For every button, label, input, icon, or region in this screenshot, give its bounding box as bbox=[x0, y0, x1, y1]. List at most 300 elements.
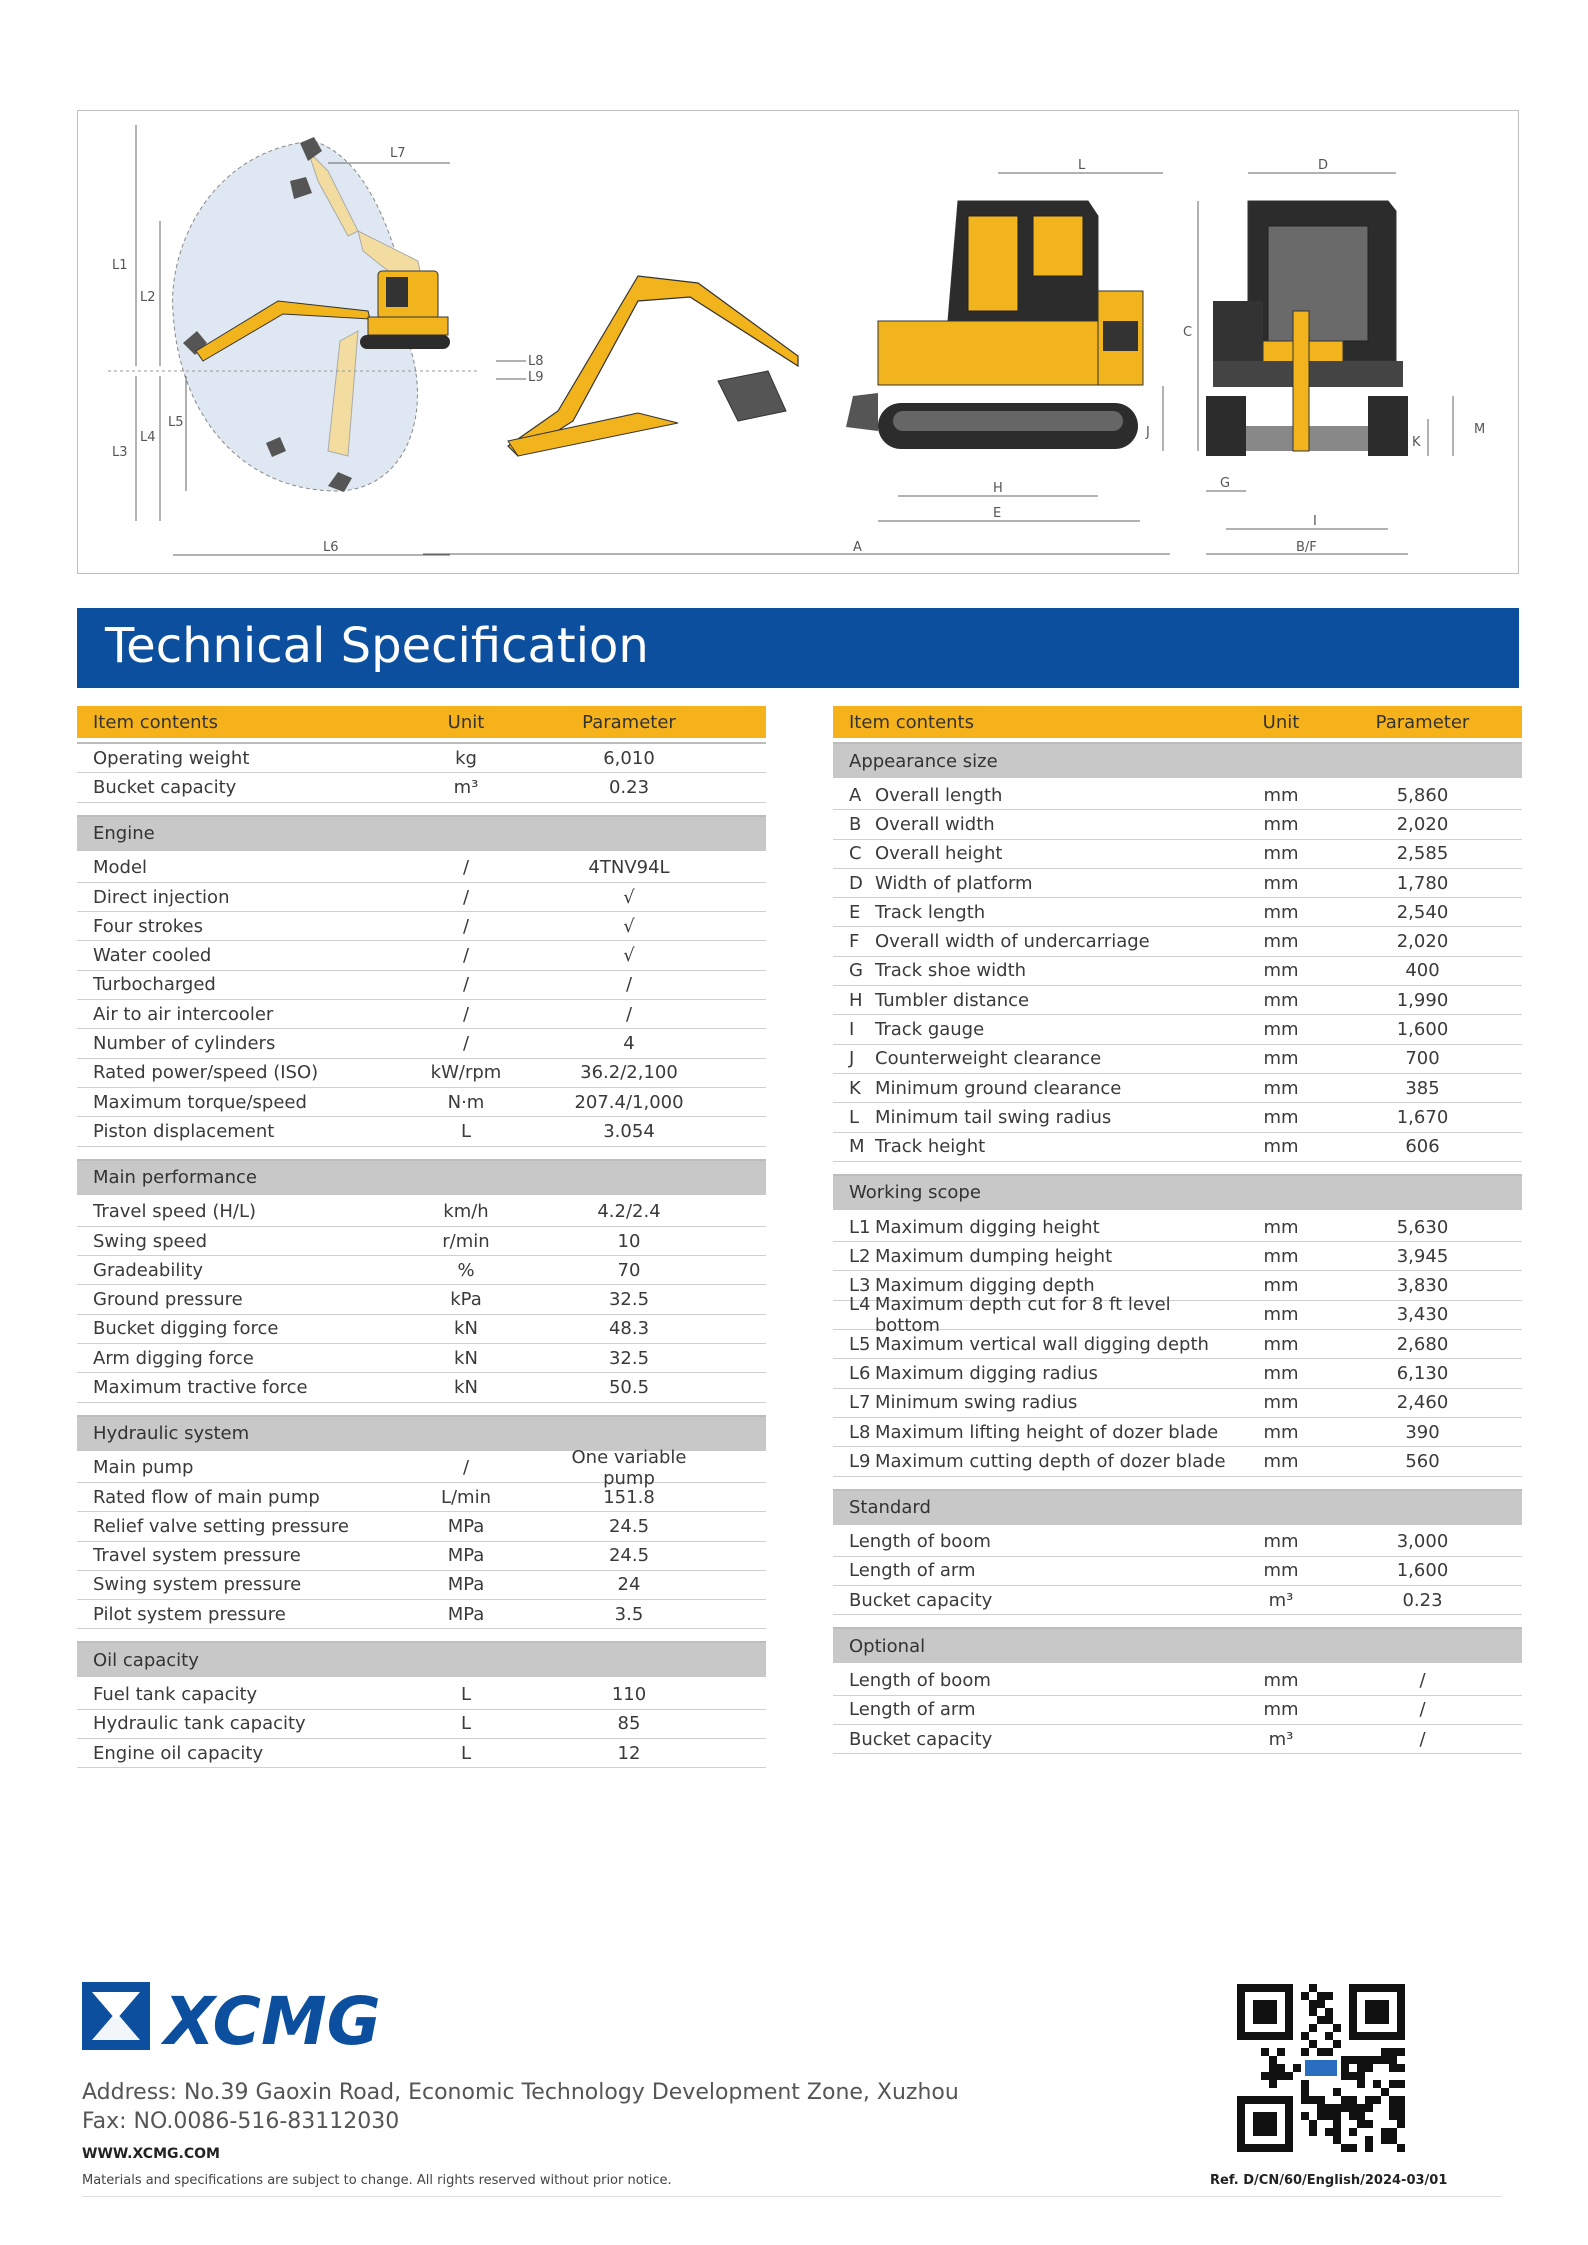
front-side-panel bbox=[1213, 301, 1263, 361]
table-row bbox=[833, 927, 1522, 956]
row-parameter: 4.2/2.4 bbox=[597, 1201, 661, 1223]
table-row bbox=[77, 912, 766, 941]
row-unit: / bbox=[462, 974, 470, 996]
spec-group bbox=[833, 742, 1522, 1162]
section-banner bbox=[77, 608, 1519, 688]
row-unit: km/h bbox=[443, 1201, 489, 1223]
table-row bbox=[833, 1389, 1522, 1418]
row-item-cell bbox=[833, 1422, 1239, 1443]
row-item: Swing system pressure bbox=[93, 1574, 302, 1596]
spec-group bbox=[77, 1641, 766, 1768]
table-row bbox=[77, 1256, 766, 1285]
row-item-cell bbox=[833, 1451, 1239, 1472]
table-row bbox=[833, 1666, 1522, 1695]
qr-module bbox=[1317, 2016, 1325, 2024]
label-bf: B/F bbox=[1296, 540, 1317, 555]
row-item: Fuel tank capacity bbox=[93, 1684, 258, 1706]
row-item-cell bbox=[833, 1531, 1239, 1552]
row-unit: mm bbox=[1263, 1245, 1299, 1267]
row-item: Length of arm bbox=[849, 1699, 976, 1721]
row-item-cell bbox=[833, 1699, 1239, 1720]
qr-module bbox=[1333, 2104, 1341, 2112]
group-title: Working scope bbox=[833, 1176, 1522, 1213]
row-parameter: 3,830 bbox=[1396, 1275, 1449, 1297]
row-item-cell bbox=[833, 1334, 1239, 1355]
general-rows bbox=[77, 742, 766, 803]
row-unit: / bbox=[462, 945, 470, 967]
qr-module bbox=[1261, 2048, 1269, 2056]
spec-group bbox=[77, 1415, 766, 1630]
label-l6: L6 bbox=[323, 540, 339, 555]
qr-module bbox=[1325, 2128, 1333, 2136]
row-parameter: 2,585 bbox=[1396, 843, 1449, 865]
row-item: Track gauge bbox=[875, 1019, 985, 1041]
right-spec-table bbox=[833, 706, 1522, 1754]
machine-window bbox=[386, 277, 408, 307]
row-item: Maximum cutting depth of dozer blade bbox=[875, 1450, 1226, 1472]
row-unit: mm bbox=[1263, 1362, 1299, 1384]
row-unit: kN bbox=[454, 1376, 478, 1398]
qr-module bbox=[1317, 2112, 1325, 2120]
table-row bbox=[833, 1103, 1522, 1132]
row-unit: m³ bbox=[453, 776, 479, 798]
side-track-inner bbox=[893, 411, 1123, 431]
row-item-cell bbox=[833, 1729, 1239, 1750]
row-parameter: 3,945 bbox=[1396, 1245, 1449, 1267]
row-parameter: √ bbox=[623, 945, 635, 967]
header-parameter: Parameter bbox=[582, 711, 676, 733]
table-row bbox=[77, 1088, 766, 1117]
row-item-cell bbox=[833, 843, 1239, 864]
row-code: L6 bbox=[849, 1362, 871, 1384]
row-item-cell bbox=[833, 785, 1239, 806]
qr-module bbox=[1317, 2000, 1325, 2008]
row-item: Maximum digging depth bbox=[875, 1275, 1095, 1297]
row-parameter: 24.5 bbox=[608, 1515, 650, 1537]
label-l8: L8 bbox=[528, 354, 544, 369]
row-item: Maximum digging height bbox=[875, 1216, 1100, 1238]
row-parameter: √ bbox=[623, 915, 635, 937]
qr-module bbox=[1357, 2072, 1365, 2080]
side-boom bbox=[508, 276, 798, 456]
group-title: Oil capacity bbox=[77, 1643, 766, 1680]
table-row bbox=[77, 1512, 766, 1541]
row-unit: / bbox=[462, 1033, 470, 1055]
row-item: Length of boom bbox=[849, 1670, 991, 1692]
table-row bbox=[833, 1133, 1522, 1162]
table-row bbox=[833, 1213, 1522, 1242]
row-item: Maximum vertical wall digging depth bbox=[875, 1333, 1209, 1355]
qr-module bbox=[1301, 2080, 1309, 2088]
row-item: Rated flow of main pump bbox=[93, 1486, 320, 1508]
table-row bbox=[833, 898, 1522, 927]
qr-module bbox=[1349, 2056, 1357, 2064]
label-l1: L1 bbox=[112, 258, 128, 273]
row-code: L5 bbox=[849, 1333, 871, 1355]
row-parameter: 5,860 bbox=[1396, 784, 1449, 806]
row-unit: mm bbox=[1263, 901, 1299, 923]
label-e: E bbox=[993, 506, 1002, 521]
qr-module bbox=[1309, 2008, 1317, 2016]
qr-logo bbox=[1305, 2060, 1337, 2076]
machine-track bbox=[360, 335, 450, 349]
table-row bbox=[833, 957, 1522, 986]
side-grille bbox=[1103, 321, 1138, 351]
row-unit: MPa bbox=[447, 1603, 485, 1625]
disclaimer: Materials and specifications are subject to change. All rights reserved without prior notice. bbox=[82, 2173, 672, 2188]
spec-group bbox=[833, 1489, 1522, 1616]
row-unit: mm bbox=[1263, 1019, 1299, 1041]
row-code: J bbox=[849, 1048, 855, 1070]
row-item: Track length bbox=[875, 901, 986, 923]
row-item: Length of boom bbox=[849, 1531, 991, 1553]
right-groups bbox=[833, 742, 1522, 1754]
row-item-cell bbox=[833, 902, 1239, 923]
qr-module bbox=[1325, 2008, 1333, 2016]
table-row bbox=[833, 1074, 1522, 1103]
label-k: K bbox=[1412, 435, 1421, 450]
qr-module bbox=[1269, 2080, 1277, 2088]
qr-module bbox=[1277, 2064, 1285, 2072]
qr-module bbox=[1397, 2104, 1405, 2112]
row-item: Overall width bbox=[875, 813, 995, 835]
table-row bbox=[833, 1418, 1522, 1447]
row-parameter: 85 bbox=[617, 1713, 641, 1735]
row-parameter: 2,020 bbox=[1396, 813, 1449, 835]
working-range-drawing bbox=[108, 125, 544, 555]
row-unit: kg bbox=[455, 747, 477, 769]
qr-module bbox=[1373, 2056, 1381, 2064]
row-unit: L bbox=[460, 1713, 472, 1735]
table-row bbox=[77, 1542, 766, 1571]
header-item: Item contents bbox=[849, 711, 974, 733]
row-unit: mm bbox=[1263, 1077, 1299, 1099]
row-item: Track shoe width bbox=[875, 960, 1027, 982]
row-code: L9 bbox=[849, 1450, 871, 1472]
table-row bbox=[833, 1696, 1522, 1725]
row-item: Swing speed bbox=[93, 1230, 208, 1252]
row-item: Air to air intercooler bbox=[93, 1003, 274, 1025]
group-title: Engine bbox=[77, 817, 766, 854]
label-d: D bbox=[1318, 158, 1329, 173]
row-parameter: / bbox=[1419, 1728, 1426, 1750]
qr-module bbox=[1365, 2136, 1373, 2144]
label-c: C bbox=[1183, 325, 1193, 340]
qr-module bbox=[1389, 2128, 1397, 2136]
group-title: Optional bbox=[833, 1629, 1522, 1666]
machine-body bbox=[368, 317, 448, 335]
qr-module bbox=[1397, 2144, 1405, 2152]
row-item: Bucket digging force bbox=[93, 1318, 279, 1340]
qr-module bbox=[1317, 2048, 1325, 2056]
row-item: Rated power/speed (ISO) bbox=[93, 1062, 319, 1084]
table-row bbox=[833, 781, 1522, 810]
qr-module bbox=[1333, 2128, 1341, 2136]
row-parameter: 6,010 bbox=[603, 747, 655, 769]
row-parameter: 2,680 bbox=[1396, 1333, 1449, 1355]
row-parameter: / bbox=[1419, 1670, 1426, 1692]
row-code: M bbox=[849, 1136, 865, 1158]
qr-module bbox=[1389, 2080, 1397, 2088]
row-unit: mm bbox=[1263, 813, 1299, 835]
row-item: Arm digging force bbox=[93, 1347, 254, 1369]
table-row bbox=[77, 1059, 766, 1088]
row-unit: mm bbox=[1263, 1048, 1299, 1070]
row-parameter: 32.5 bbox=[608, 1347, 650, 1369]
qr-module bbox=[1357, 2080, 1365, 2088]
row-parameter: 36.2/2,100 bbox=[580, 1062, 678, 1084]
qr-finder-core bbox=[1365, 2000, 1389, 2024]
row-unit: mm bbox=[1263, 989, 1299, 1011]
qr-module bbox=[1325, 2016, 1333, 2024]
table-row bbox=[77, 1571, 766, 1600]
qr-module bbox=[1341, 2056, 1349, 2064]
qr-module bbox=[1341, 2072, 1349, 2080]
row-parameter: 606 bbox=[1405, 1136, 1440, 1158]
row-parameter: 390 bbox=[1405, 1421, 1440, 1443]
table-row bbox=[833, 1725, 1522, 1754]
row-item-cell bbox=[833, 1048, 1239, 1069]
qr-module bbox=[1341, 2144, 1349, 2152]
row-unit: mm bbox=[1263, 1699, 1299, 1721]
row-unit: m³ bbox=[1268, 1589, 1294, 1611]
row-code: I bbox=[849, 1019, 855, 1041]
row-item: Length of arm bbox=[849, 1560, 976, 1582]
qr-module bbox=[1397, 2080, 1405, 2088]
row-item: Engine oil capacity bbox=[93, 1742, 264, 1764]
row-parameter: 385 bbox=[1405, 1077, 1440, 1099]
row-item-cell bbox=[833, 931, 1239, 952]
front-left-track bbox=[1206, 396, 1246, 456]
qr-module bbox=[1309, 2128, 1317, 2136]
row-code: L7 bbox=[849, 1392, 871, 1414]
row-item: Tumbler distance bbox=[875, 989, 1030, 1011]
row-parameter: 24 bbox=[617, 1574, 641, 1596]
qr-module bbox=[1333, 2136, 1341, 2144]
qr-module bbox=[1309, 2040, 1317, 2048]
table-row bbox=[833, 1359, 1522, 1388]
row-item: Counterweight clearance bbox=[875, 1048, 1102, 1070]
table-row bbox=[77, 1446, 766, 1489]
row-item-cell bbox=[833, 1670, 1239, 1691]
qr-module bbox=[1309, 2024, 1317, 2032]
label-l: L bbox=[1078, 158, 1086, 173]
table-row bbox=[833, 1045, 1522, 1074]
qr-module bbox=[1341, 2064, 1349, 2072]
row-item: Travel speed (H/L) bbox=[93, 1201, 257, 1223]
row-parameter: 151.8 bbox=[603, 1486, 655, 1508]
row-item: Minimum tail swing radius bbox=[875, 1106, 1112, 1128]
row-item: Piston displacement bbox=[93, 1120, 275, 1142]
row-item: Relief valve setting pressure bbox=[93, 1515, 349, 1537]
row-parameter: 5,630 bbox=[1396, 1216, 1449, 1238]
qr-module bbox=[1381, 2048, 1389, 2056]
row-item: Hydraulic tank capacity bbox=[93, 1713, 306, 1735]
row-unit: kPa bbox=[450, 1289, 482, 1311]
spec-group bbox=[77, 1159, 766, 1403]
table-row bbox=[77, 1600, 766, 1629]
qr-module bbox=[1357, 2112, 1365, 2120]
row-item-cell bbox=[833, 1294, 1239, 1336]
qr-module bbox=[1269, 2072, 1277, 2080]
row-code: L bbox=[849, 1106, 860, 1128]
label-g: G bbox=[1220, 476, 1231, 491]
qr-module bbox=[1317, 2104, 1325, 2112]
row-parameter: 1,600 bbox=[1396, 1019, 1449, 1041]
qr-module bbox=[1333, 2112, 1341, 2120]
group-title: Hydraulic system bbox=[77, 1417, 766, 1454]
row-item: Water cooled bbox=[93, 945, 212, 967]
table-row bbox=[77, 1227, 766, 1256]
qr-module bbox=[1309, 1984, 1317, 1992]
row-unit: mm bbox=[1263, 872, 1299, 894]
row-parameter: 10 bbox=[617, 1230, 641, 1252]
row-item: Minimum ground clearance bbox=[875, 1077, 1122, 1099]
row-parameter: 700 bbox=[1405, 1048, 1440, 1070]
qr-module bbox=[1389, 2048, 1397, 2056]
label-l3: L3 bbox=[112, 445, 128, 460]
qr-module bbox=[1301, 2088, 1309, 2096]
row-parameter: 400 bbox=[1405, 960, 1440, 982]
qr-module bbox=[1357, 2120, 1365, 2128]
row-parameter: 0.23 bbox=[608, 776, 650, 798]
row-item-cell bbox=[833, 1136, 1239, 1157]
table-header bbox=[77, 706, 766, 738]
table-row bbox=[833, 1447, 1522, 1476]
qr-module bbox=[1349, 2128, 1357, 2136]
row-parameter: 32.5 bbox=[608, 1289, 650, 1311]
row-unit: / bbox=[462, 886, 470, 908]
row-unit: mm bbox=[1263, 1275, 1299, 1297]
qr-module bbox=[1397, 2112, 1405, 2120]
row-parameter: 1,990 bbox=[1396, 989, 1449, 1011]
row-code: K bbox=[849, 1077, 861, 1099]
row-unit: mm bbox=[1263, 960, 1299, 982]
row-code: F bbox=[849, 931, 860, 953]
row-item: Operating weight bbox=[93, 747, 250, 769]
row-unit: kW/rpm bbox=[430, 1062, 502, 1084]
row-parameter: 0.23 bbox=[1402, 1589, 1443, 1611]
row-item: Maximum lifting height of dozer blade bbox=[875, 1421, 1219, 1443]
side-cab-door bbox=[968, 216, 1018, 311]
website-link[interactable]: WWW.XCMG.COM bbox=[82, 2146, 220, 2162]
row-item: Main pump bbox=[93, 1457, 194, 1479]
table-row bbox=[833, 1528, 1522, 1557]
row-item-cell bbox=[833, 1217, 1239, 1238]
row-unit: mm bbox=[1263, 1136, 1299, 1158]
qr-module bbox=[1389, 2136, 1397, 2144]
table-row bbox=[77, 744, 766, 773]
table-row bbox=[77, 1000, 766, 1029]
qr-module bbox=[1349, 2104, 1357, 2112]
row-code: L8 bbox=[849, 1421, 871, 1443]
row-parameter: 207.4/1,000 bbox=[574, 1091, 684, 1113]
qr-finder-core bbox=[1253, 2000, 1277, 2024]
row-unit: mm bbox=[1263, 843, 1299, 865]
row-item-cell bbox=[833, 1078, 1239, 1099]
row-code: H bbox=[849, 989, 863, 1011]
row-item: Turbocharged bbox=[93, 974, 216, 996]
row-parameter: 48.3 bbox=[608, 1318, 650, 1340]
row-item: Bucket capacity bbox=[849, 1589, 993, 1611]
table-row bbox=[77, 1315, 766, 1344]
qr-module bbox=[1317, 1992, 1325, 2000]
header-parameter: Parameter bbox=[1375, 711, 1470, 733]
row-parameter: / bbox=[625, 1003, 633, 1025]
qr-module bbox=[1341, 2104, 1349, 2112]
row-item-cell bbox=[833, 814, 1239, 835]
row-code: C bbox=[849, 843, 862, 865]
row-parameter: 3,000 bbox=[1396, 1531, 1449, 1553]
qr-module bbox=[1397, 2064, 1405, 2072]
row-unit: / bbox=[462, 1003, 470, 1025]
row-code: E bbox=[849, 901, 861, 923]
left-groups bbox=[77, 815, 766, 1769]
qr-module bbox=[1397, 2120, 1405, 2128]
table-row bbox=[833, 1586, 1522, 1615]
qr-module bbox=[1357, 2104, 1365, 2112]
qr-module bbox=[1389, 2056, 1397, 2064]
header-item: Item contents bbox=[93, 711, 218, 733]
qr-module bbox=[1261, 2072, 1269, 2080]
row-code: A bbox=[849, 784, 862, 806]
qr-module bbox=[1381, 2136, 1389, 2144]
qr-module bbox=[1325, 1992, 1333, 2000]
qr-module bbox=[1269, 2064, 1277, 2072]
row-code: D bbox=[849, 872, 863, 894]
row-item: Track height bbox=[875, 1136, 986, 1158]
row-unit: / bbox=[462, 1457, 470, 1479]
row-item-cell bbox=[833, 1019, 1239, 1040]
header-unit: Unit bbox=[447, 711, 485, 733]
table-row bbox=[833, 810, 1522, 839]
row-item: Width of platform bbox=[875, 872, 1033, 894]
qr-module bbox=[1349, 2072, 1357, 2080]
qr-module bbox=[1277, 2072, 1285, 2080]
row-item-cell bbox=[833, 873, 1239, 894]
qr-module bbox=[1349, 2112, 1357, 2120]
row-unit: MPa bbox=[447, 1574, 485, 1596]
row-item: Bucket capacity bbox=[93, 776, 237, 798]
table-row bbox=[77, 773, 766, 802]
label-j: J bbox=[1146, 425, 1150, 440]
qr-module bbox=[1333, 2088, 1341, 2096]
row-item: Maximum digging radius bbox=[875, 1362, 1098, 1384]
table-row bbox=[77, 1710, 766, 1739]
qr-module bbox=[1301, 2096, 1309, 2104]
row-code: B bbox=[849, 813, 862, 835]
row-unit: mm bbox=[1263, 784, 1299, 806]
qr-module bbox=[1349, 2096, 1357, 2104]
front-view-drawing bbox=[1206, 158, 1485, 555]
row-parameter: 3,430 bbox=[1396, 1304, 1449, 1326]
table-row bbox=[77, 1739, 766, 1768]
group-title: Appearance size bbox=[833, 744, 1522, 781]
footer-divider bbox=[82, 2196, 1502, 2197]
front-boom bbox=[1293, 311, 1309, 451]
qr-module bbox=[1365, 2096, 1373, 2104]
row-item: Overall width of undercarriage bbox=[875, 931, 1150, 953]
row-parameter: 2,020 bbox=[1396, 931, 1449, 953]
row-code: L3 bbox=[849, 1275, 871, 1297]
row-item: Ground pressure bbox=[93, 1289, 243, 1311]
label-l2: L2 bbox=[140, 290, 156, 305]
row-parameter: One variable pump bbox=[571, 1446, 687, 1489]
label-l4: L4 bbox=[140, 430, 156, 445]
row-item-cell bbox=[833, 960, 1239, 981]
qr-module bbox=[1357, 2064, 1365, 2072]
table-row bbox=[833, 1293, 1522, 1336]
